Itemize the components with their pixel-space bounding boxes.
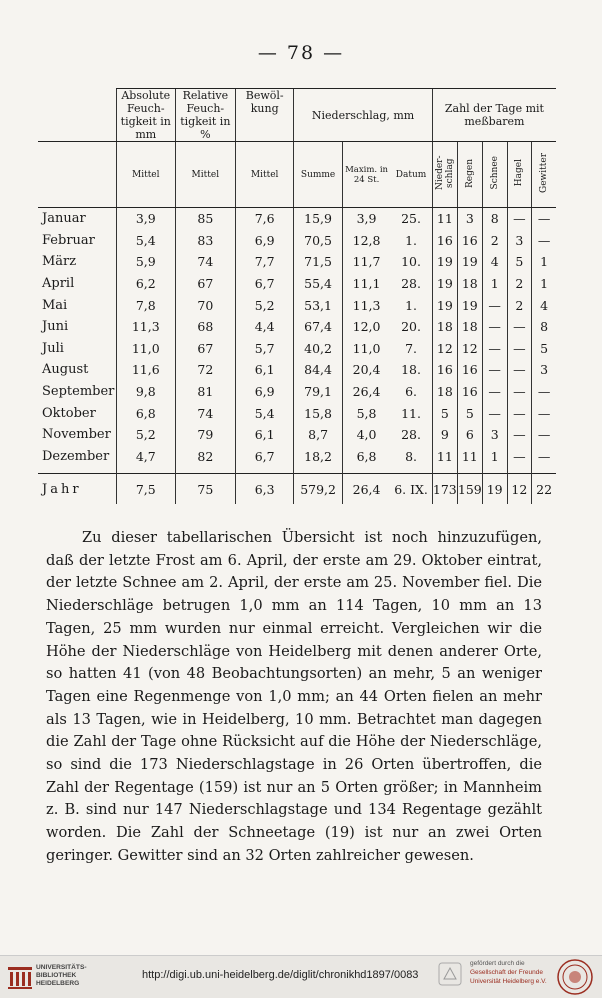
bew-cell: 6,1	[236, 359, 294, 381]
table-row	[38, 208, 556, 230]
month-cell: August	[42, 362, 89, 378]
bew-cell: 5,2	[236, 294, 294, 316]
abs-cell: 5,4	[116, 230, 175, 252]
bew-cell: 6,1	[236, 424, 294, 446]
summe-cell: 53,1	[294, 294, 343, 316]
climate-table	[38, 88, 556, 504]
table-row	[38, 402, 556, 424]
summe-cell: 40,2	[294, 338, 343, 360]
datum-cell: 28.	[401, 276, 421, 292]
abs-cell: 11,0	[116, 338, 175, 360]
hagel-cell: —	[507, 446, 532, 468]
hagel-cell: —	[507, 424, 532, 446]
summe-cell: 15,8	[294, 402, 343, 424]
rel-mean-header: Mittel	[175, 142, 235, 208]
hagel-cell: 5	[507, 251, 532, 273]
abs-humidity-header: Absolute Feuch-tigkeit in mm	[116, 89, 175, 142]
abs-cell: 9,8	[116, 381, 175, 403]
nd-cell: 16	[432, 230, 457, 252]
bew-cell: 5,4	[236, 402, 294, 424]
nd-cell: 18	[432, 381, 457, 403]
month-header	[38, 89, 116, 142]
abs-cell: 3,9	[116, 208, 175, 230]
datum-cell: 20.	[401, 319, 421, 335]
bew-cell: 5,7	[236, 338, 294, 360]
summe-cell: 79,1	[294, 381, 343, 403]
datum-cell: 6.	[405, 384, 418, 400]
bew-cell: 4,4	[236, 316, 294, 338]
rel-cell: 67	[175, 338, 235, 360]
max-cell: 4,0	[342, 424, 390, 446]
max-cell: 12,8	[342, 230, 390, 252]
nd-cell: 173	[432, 474, 457, 505]
regen-cell: 12	[457, 338, 482, 360]
schnee-cell: —	[482, 294, 507, 316]
abs-cell: 5,2	[116, 424, 175, 446]
bew-cell: 6,9	[236, 381, 294, 403]
gew-cell: 1	[532, 273, 556, 295]
max-cell: 12,0	[342, 316, 390, 338]
rel-cell: 75	[175, 474, 235, 505]
regen-cell: 19	[457, 251, 482, 273]
abs-cell: 5,9	[116, 251, 175, 273]
document-url-link[interactable]: http://digi.ub.uni-heidelberg.de/diglit/chronikhd1897/0083	[142, 969, 419, 981]
table-row	[38, 424, 556, 446]
abs-mean-header: Mittel	[116, 142, 175, 208]
gew-cell: 3	[532, 359, 556, 381]
days-header: Zahl der Tage mit meßbarem	[432, 89, 556, 142]
rel-cell: 82	[175, 446, 235, 468]
table-row	[38, 359, 556, 381]
rel-cell: 79	[175, 424, 235, 446]
abs-cell: 11,3	[116, 316, 175, 338]
thunder-days-header: Gewitter	[539, 153, 550, 193]
hagel-cell: —	[507, 316, 532, 338]
gew-cell: —	[532, 208, 556, 230]
regen-cell: 18	[457, 316, 482, 338]
abs-cell: 6,2	[116, 273, 175, 295]
rel-cell: 85	[175, 208, 235, 230]
footer-bar	[0, 955, 602, 998]
bew-cell: 6,3	[236, 474, 294, 505]
month-cell: Februar	[42, 232, 95, 248]
datum-cell: 25.	[401, 211, 421, 227]
table-row	[38, 316, 556, 338]
library-logo-icon[interactable]	[6, 963, 34, 991]
table-row	[38, 294, 556, 316]
table-row	[38, 273, 556, 295]
schnee-cell: 8	[482, 208, 507, 230]
max-header: Maxim. in 24 St.	[342, 142, 390, 208]
sponsor-text: gefördert durch die Gesellschaft der Freunde Universität Heidelberg e.V.	[470, 960, 547, 985]
cloud-header: Bewöl-kung	[236, 89, 294, 142]
datum-cell: 10.	[401, 254, 421, 270]
max-cell: 26,4	[342, 474, 390, 505]
month-cell: Dezember	[42, 448, 110, 464]
month-cell: März	[42, 254, 77, 270]
gew-cell: 22	[532, 474, 556, 505]
datum-cell: 28.	[401, 427, 421, 443]
regen-cell: 16	[457, 230, 482, 252]
university-seal-icon	[556, 958, 594, 996]
regen-cell: 19	[457, 294, 482, 316]
schnee-cell: 19	[482, 474, 507, 505]
summe-cell: 8,7	[294, 424, 343, 446]
sum-header: Summe	[294, 142, 343, 208]
gew-cell: 1	[532, 251, 556, 273]
hagel-cell: 2	[507, 273, 532, 295]
month-cell: Januar	[42, 211, 86, 227]
abs-cell: 4,7	[116, 446, 175, 468]
gew-cell: —	[532, 230, 556, 252]
schnee-cell: 1	[482, 273, 507, 295]
nd-cell: 11	[432, 446, 457, 468]
datum-cell: 7.	[405, 340, 418, 356]
schnee-cell: —	[482, 402, 507, 424]
library-name: UNIVERSITÄTS- BIBLIOTHEK HEIDELBERG	[36, 964, 87, 987]
regen-cell: 16	[457, 359, 482, 381]
hagel-cell: 3	[507, 230, 532, 252]
rel-cell: 83	[175, 230, 235, 252]
nd-cell: 16	[432, 359, 457, 381]
schnee-cell: —	[482, 359, 507, 381]
table-row	[38, 338, 556, 360]
abs-cell: 6,8	[116, 402, 175, 424]
nd-cell: 19	[432, 273, 457, 295]
summe-cell: 67,4	[294, 316, 343, 338]
abs-cell: 7,8	[116, 294, 175, 316]
month-cell: November	[42, 427, 111, 443]
bew-cell: 7,7	[236, 251, 294, 273]
rain-days-header: Regen	[464, 158, 475, 188]
summe-cell: 18,2	[294, 446, 343, 468]
max-cell: 11,1	[342, 273, 390, 295]
hagel-cell: —	[507, 208, 532, 230]
datum-cell: 1.	[405, 297, 418, 313]
month-cell: Juli	[42, 340, 64, 356]
precip-days-header: Nieder-schlag	[434, 155, 455, 191]
rel-humidity-header: Relative Feuch-tigkeit in %	[175, 89, 235, 142]
hagel-cell: —	[507, 402, 532, 424]
max-cell: 26,4	[342, 381, 390, 403]
table-row	[38, 446, 556, 468]
regen-cell: 6	[457, 424, 482, 446]
gew-cell: 4	[532, 294, 556, 316]
nd-cell: 11	[432, 208, 457, 230]
rel-cell: 81	[175, 381, 235, 403]
schnee-cell: 3	[482, 424, 507, 446]
schnee-cell: —	[482, 381, 507, 403]
precip-header: Niederschlag, mm	[294, 89, 433, 142]
datum-cell: 6. IX.	[390, 474, 432, 505]
hagel-cell: 12	[507, 474, 532, 505]
summe-cell: 70,5	[294, 230, 343, 252]
datum-cell: 1.	[405, 232, 418, 248]
bew-cell: 6,7	[236, 446, 294, 468]
regen-cell: 16	[457, 381, 482, 403]
hagel-cell: 2	[507, 294, 532, 316]
hail-days-header: Hagel	[514, 159, 525, 187]
cloud-mean-header: Mittel	[236, 142, 294, 208]
max-cell: 11,7	[342, 251, 390, 273]
gew-cell: 5	[532, 338, 556, 360]
table-body	[38, 208, 556, 505]
schnee-cell: 1	[482, 446, 507, 468]
rel-cell: 67	[175, 273, 235, 295]
body-text	[46, 527, 542, 868]
max-cell: 6,8	[342, 446, 390, 468]
month-cell: Oktober	[42, 405, 96, 421]
datum-cell: 11.	[401, 405, 421, 421]
table-total-row	[38, 474, 556, 505]
paragraph: Zu dieser tabellarischen Übersicht ist noch hinzuzufügen, daß der letzte Frost am 6. April, der erste am 29. Oktober eintrat, der letzte Schnee am 2. April, der erste am 25. November fiel. Die Niederschläge betrugen 1,0 mm an 114 Tagen, 10 mm an 13 Tagen, 25 mm wurden nur einmal erreicht. Vergleichen wir die Höhe der Niederschläge von Heidelberg mit denen anderer Orte, so hatten 41 (von 48 Beobachtungsorten) an mehr, 5 an weniger Tagen eine Regenmenge von 1,0 mm; an 44 Orten fielen an mehr als 13 Tagen, wie in Heidelberg, 10 mm. Betrachtet man dagegen die Zahl der Tage ohne Rücksicht auf die Höhe der Niederschläge, so sind die 173 Niederschlagstage in 26 Orten übertroffen, die Zahl der Regentage (159) ist nur an 5 Orten größer; in Mannheim z. B. sind nur 147 Niederschlagstage und 134 Regentage gezählt worden. Die Zahl der Schneetage (19) ist nur an zwei Orten geringer. Gewitter sind an 32 Orten zahlreicher gewesen.	[46, 529, 542, 864]
abs-cell: 11,6	[116, 359, 175, 381]
rel-cell: 74	[175, 402, 235, 424]
hagel-cell: —	[507, 359, 532, 381]
table-row	[38, 230, 556, 252]
datum-cell: 8.	[405, 448, 418, 464]
rel-cell: 72	[175, 359, 235, 381]
nd-cell: 19	[432, 294, 457, 316]
nd-cell: 19	[432, 251, 457, 273]
month-cell: Juni	[42, 319, 69, 335]
bew-cell: 7,6	[236, 208, 294, 230]
max-cell: 20,4	[342, 359, 390, 381]
rel-cell: 68	[175, 316, 235, 338]
month-cell: September	[42, 384, 115, 400]
snow-days-header: Schnee	[489, 156, 500, 190]
summe-cell: 55,4	[294, 273, 343, 295]
bew-cell: 6,9	[236, 230, 294, 252]
month-cell: April	[42, 276, 75, 292]
sponsor-emblem-icon	[435, 959, 465, 989]
regen-cell: 5	[457, 402, 482, 424]
regen-cell: 18	[457, 273, 482, 295]
nd-cell: 18	[432, 316, 457, 338]
gew-cell: —	[532, 381, 556, 403]
schnee-cell: 4	[482, 251, 507, 273]
nd-cell: 12	[432, 338, 457, 360]
max-cell: 11,3	[342, 294, 390, 316]
gew-cell: —	[532, 424, 556, 446]
datum-cell: 18.	[401, 362, 421, 378]
hagel-cell: —	[507, 381, 532, 403]
schnee-cell: —	[482, 316, 507, 338]
nd-cell: 9	[432, 424, 457, 446]
abs-cell: 7,5	[116, 474, 175, 505]
page-number: — 78 —	[257, 42, 345, 64]
summe-cell: 84,4	[294, 359, 343, 381]
summe-cell: 71,5	[294, 251, 343, 273]
bew-cell: 6,7	[236, 273, 294, 295]
hagel-cell: —	[507, 338, 532, 360]
summe-cell: 15,9	[294, 208, 343, 230]
max-cell: 5,8	[342, 402, 390, 424]
table-row	[38, 251, 556, 273]
gew-cell: —	[532, 402, 556, 424]
nd-cell: 5	[432, 402, 457, 424]
rel-cell: 74	[175, 251, 235, 273]
month-cell: Mai	[42, 297, 68, 313]
table-row	[38, 381, 556, 403]
gew-cell: 8	[532, 316, 556, 338]
max-cell: 11,0	[342, 338, 390, 360]
regen-cell: 159	[457, 474, 482, 505]
date-header: Datum	[390, 142, 432, 208]
table-subheader-row	[38, 142, 556, 208]
max-cell: 3,9	[342, 208, 390, 230]
gew-cell: —	[532, 446, 556, 468]
regen-cell: 3	[457, 208, 482, 230]
month-cell: Jahr	[38, 474, 116, 505]
summe-cell: 579,2	[294, 474, 343, 505]
rel-cell: 70	[175, 294, 235, 316]
table-header-row	[38, 89, 556, 142]
schnee-cell: —	[482, 338, 507, 360]
schnee-cell: 2	[482, 230, 507, 252]
regen-cell: 11	[457, 446, 482, 468]
